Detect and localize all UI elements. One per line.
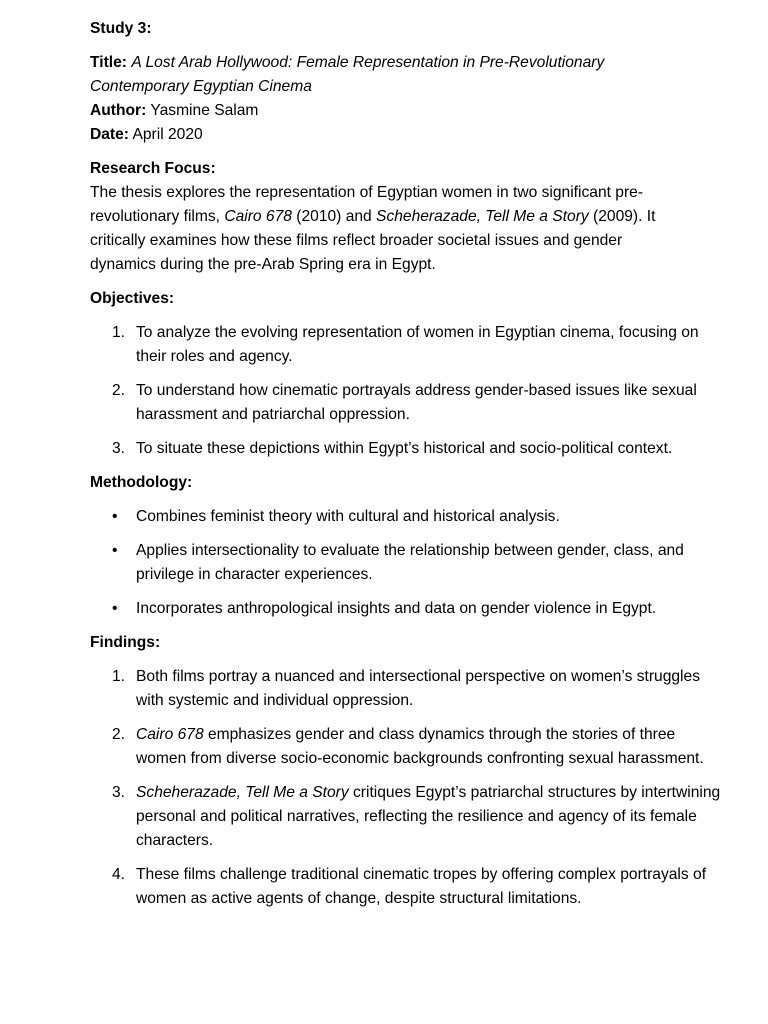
finding-text: emphasizes gender and class dynamics through the stories of three women from diverse socio-economic backgrounds confronting sexual harassment. xyxy=(136,726,704,767)
bullet-icon: • xyxy=(112,508,118,525)
objective-text: To situate these depictions within Egypt’s historical and socio-political context. xyxy=(136,440,673,457)
finding-film-title: Scheherazade, Tell Me a Story xyxy=(136,784,349,801)
methodology-text: Applies intersectionality to evaluate the relationship between gender, class, and privilege in character experiences. xyxy=(136,542,684,583)
list-item xyxy=(90,321,724,369)
finding-text: These films challenge traditional cinematic tropes by offering complex portrayals of women as active agents of change, despite structural limitations. xyxy=(136,866,707,907)
title-line xyxy=(90,51,768,75)
objective-text: To understand how cinematic portrayals address gender-based issues like sexual harassment and patriarchal oppression. xyxy=(136,382,697,423)
bullet-icon: • xyxy=(112,600,118,617)
research-focus-part2: (2010) and xyxy=(291,208,377,225)
list-number: 1. xyxy=(112,668,126,685)
list-number: 2. xyxy=(112,726,126,743)
list-item xyxy=(90,437,724,461)
study-heading: Study 3: xyxy=(90,20,152,37)
objective-text: To analyze the evolving representation of women in Egyptian cinema, focusing on their roles and agency. xyxy=(136,324,699,365)
list-item xyxy=(90,781,724,853)
list-item xyxy=(90,723,724,771)
research-focus-heading: Research Focus: xyxy=(90,160,216,177)
study-meta xyxy=(90,51,768,147)
methodology-text: Combines feminist theory with cultural and historical analysis. xyxy=(136,508,560,525)
date-value: April 2020 xyxy=(132,126,203,143)
author-line xyxy=(90,99,768,123)
findings-heading: Findings: xyxy=(90,634,161,651)
list-item xyxy=(90,379,724,427)
objectives-heading: Objectives: xyxy=(90,290,175,307)
list-number: 3. xyxy=(112,440,126,457)
research-focus-section xyxy=(90,157,768,277)
title-label: Title: xyxy=(90,54,127,71)
list-item xyxy=(90,505,724,529)
methodology-list xyxy=(90,505,768,621)
research-focus-part1: The thesis explores the representation of Egyptian women in two significant pre-revolutionary films, xyxy=(90,184,644,225)
author-label: Author: xyxy=(90,102,147,119)
bullet-icon: • xyxy=(112,542,118,559)
research-focus-part3: (2009). It critically examines how these films reflect broader societal issues and gender dynamics during the pre-Arab Spring era in Egypt. xyxy=(90,208,656,273)
list-item xyxy=(90,863,724,911)
date-label: Date: xyxy=(90,126,129,143)
author-value: Yasmine Salam xyxy=(150,102,259,119)
methodology-text: Incorporates anthropological insights and data on gender violence in Egypt. xyxy=(136,600,657,617)
list-number: 2. xyxy=(112,382,126,399)
date-line xyxy=(90,123,768,147)
list-item xyxy=(90,539,724,587)
title-value-line2: Contemporary Egyptian Cinema xyxy=(90,78,312,95)
research-focus-film2: Scheherazade, Tell Me a Story xyxy=(376,208,589,225)
finding-film-title: Cairo 678 xyxy=(136,726,204,743)
objectives-list xyxy=(90,321,768,461)
list-item xyxy=(90,665,724,713)
finding-text: critiques Egypt’s patriarchal structures by intertwining personal and political narratives, reflecting the resilience and agency of its female characters. xyxy=(136,784,721,849)
finding-text: Both films portray a nuanced and intersectional perspective on women’s struggles with systemic and individual oppression. xyxy=(136,668,700,709)
list-number: 1. xyxy=(112,324,126,341)
findings-list xyxy=(90,665,768,911)
methodology-heading: Methodology: xyxy=(90,474,193,491)
research-focus-film1: Cairo 678 xyxy=(224,208,292,225)
title-value-line1: A Lost Arab Hollywood: Female Representation in Pre-Revolutionary xyxy=(131,54,605,71)
list-item xyxy=(90,597,724,621)
research-focus-text xyxy=(90,181,680,277)
list-number: 3. xyxy=(112,784,126,801)
list-number: 4. xyxy=(112,866,126,883)
